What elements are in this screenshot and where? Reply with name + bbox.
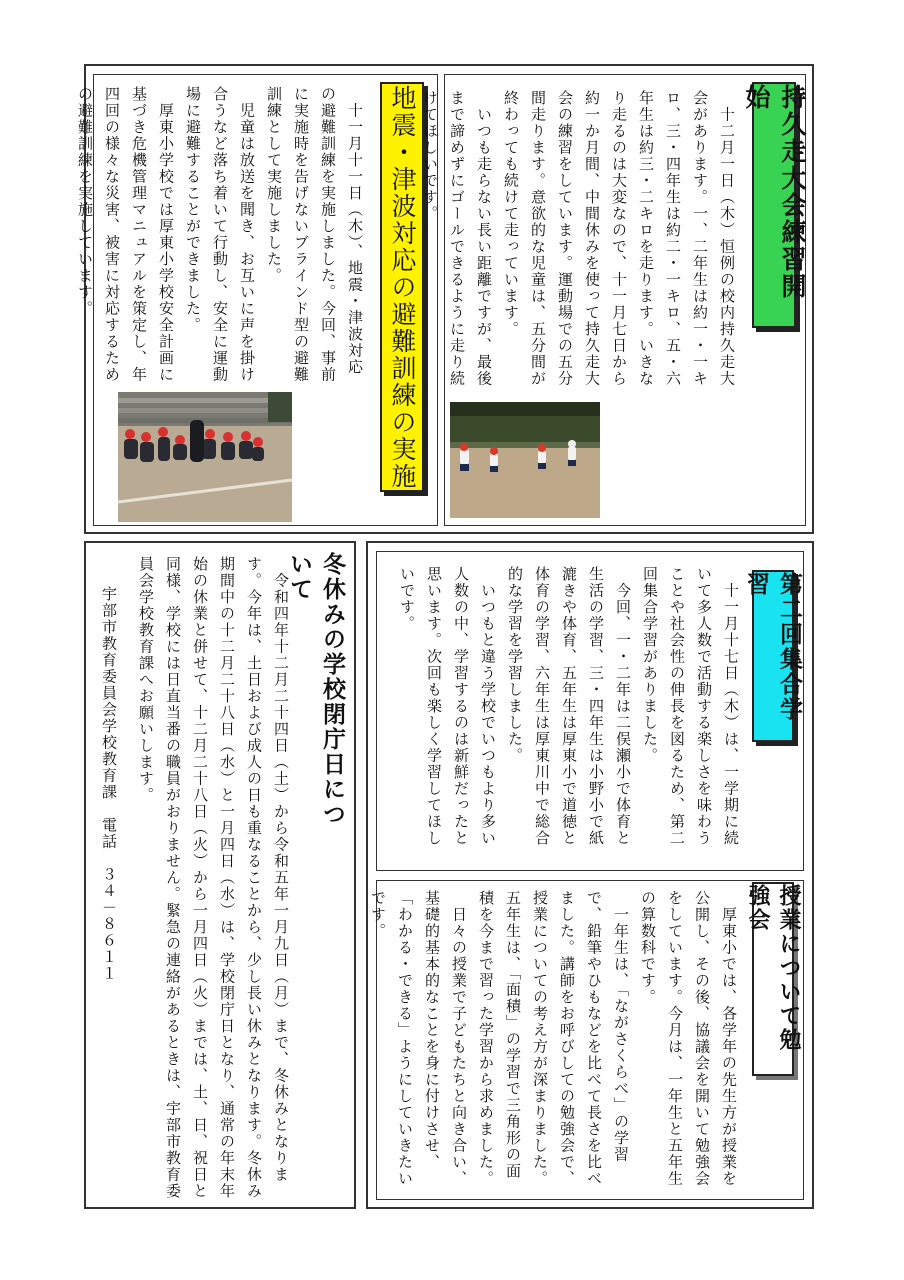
drill-body: 十一月十一日（木）、地震・津波対応の避難訓練を実施しました。今回、事前に実施時を告げないブラインド型の避難訓練として実施しました。 児童は放送を聞き、お互いに声を掛け合うなど落ち着いて行動し、安全に運動場に避難することができました。 厚東小学校では厚東小学校安全計画に基づき危機管理マニュアルを策定し、年四回の様々な災害、被害に対応するための避難訓練を実施しています。 [76, 86, 364, 383]
marathon-photo [450, 402, 600, 518]
joint-heading: 第二回集合学習 [752, 570, 794, 742]
drill-photo [118, 392, 292, 522]
drill-heading: 地震・津波対応の避難訓練の実施 [380, 82, 424, 492]
joint-body: 十一月十七日（木）は、一学期に続いて多人数で活動する楽しさを味わうことや社会性の伸長を図るため、第二回集合学習がありました。 今回、一・二年は二俣瀬小で体育と生活の学習、三・四年生は小野小で紙漉きや体育、五年生は厚東小で道徳と体育の学習、六年生は厚東川中で総合的な学習を学習しました。 いつもと違う学校でいつもより多い人数の中、学習するのは新鮮だったと思います。次回も楽しく学習してほしいです。 [398, 566, 740, 847]
holiday-body: 令和四年十二月二十四日（土）から令和五年一月九日（月）まで、冬休みとなります。今年は、土日および成人の日も重なることから、少し長い休みとなります。冬休み期間中の十二月二十八日（水）と一月四日（水）は、学校閉庁日となり、通常の年末年始の休業と併せて、十二月二十八日（火）から一月四日（火）までは、土、日、祝日と同様、学校には日直当番の職員がおりません。緊急の連絡があるときは、宇部市教育委員会学校教育課へお願いします。 [137, 556, 290, 1200]
study-body: 厚東小では、各学年の先生方が授業を公開し、その後、協議会を開いて勉強会をしています。今月は、一年生と五年生の算数科です。 一年生は、「ながさくらべ」の学習で、鉛筆やひもなどを比べて長さを比べました。講師をお呼びしての勉強会で、授業についての考え方が深まりました。五年生は、「面積」の学習で三角形の面積を今まで習った学習から求めました。 日々の授業で子どもたちと向き合い、基礎的基本的なことを身に付けさせ、「わかる・できる」ようにしていきたいです。 [369, 890, 738, 1187]
holiday-contact: 宇部市教育委員会学校教育課 電話 ３４－８６１１ [100, 586, 118, 982]
holiday-heading: 冬休みの学校閉庁日について [286, 552, 345, 827]
marathon-body: 十二月一日（木）恒例の校内持久走大会があります。一、二年生は約一・一キロ、三・四年生は約二・一キロ、五・六年生は約三・二キロを走ります。いきなり走るのは大変なので、十一月七日から約一か月間、中間休みを使って持久走大会の練習をしています。運動場での五分間走ります。意欲的な児童は、五分間が終わっても続けて走っています。 いつも走らない長い距離ですが、最後まで諦めずにゴールできるように走り続けてほしいです。 [421, 90, 736, 387]
study-heading: 授業について勉強会 [752, 882, 794, 1076]
marathon-heading: 持久走大会練習開始 [752, 82, 796, 328]
